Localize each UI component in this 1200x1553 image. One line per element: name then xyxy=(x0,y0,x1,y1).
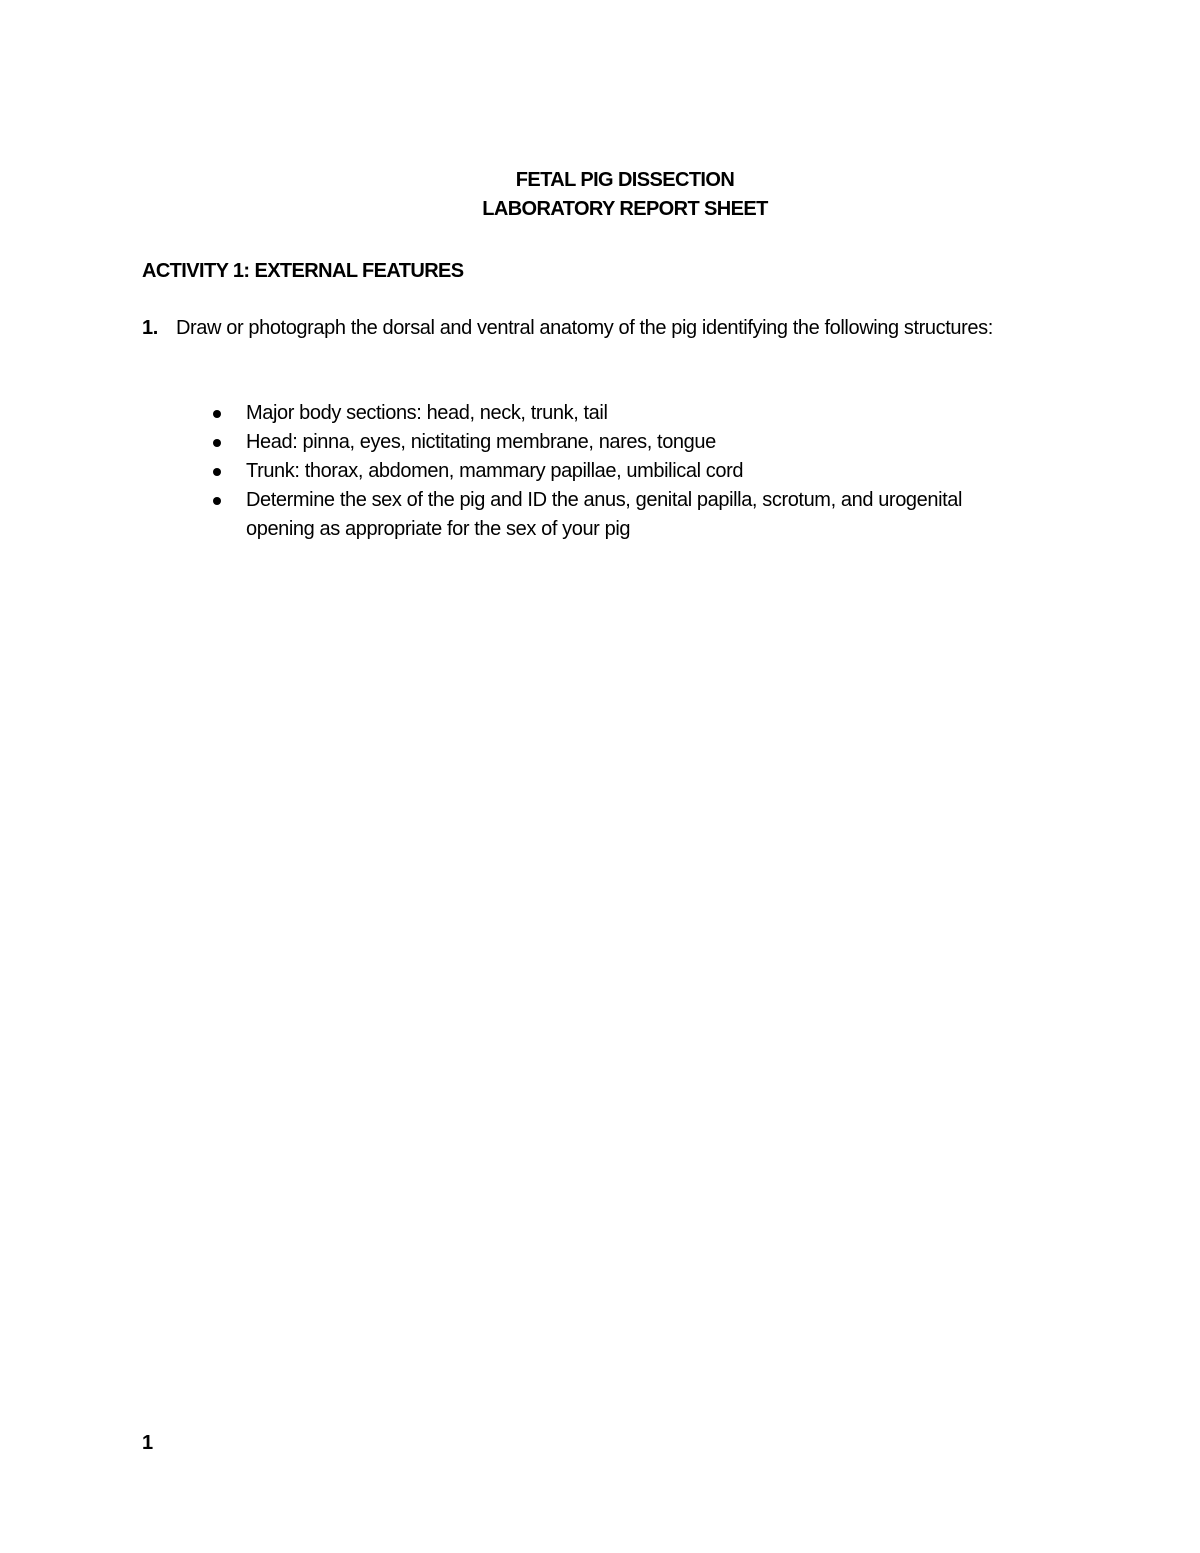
activity-heading: ACTIVITY 1: EXTERNAL FEATURES xyxy=(142,260,464,282)
list-item xyxy=(210,457,1010,486)
title-line-2: LABORATORY REPORT SHEET xyxy=(482,198,768,220)
document-title xyxy=(0,166,1200,224)
page-number: 1 xyxy=(142,1432,154,1454)
list-item xyxy=(210,428,1010,457)
question-text: Draw or photograph the dorsal and ventral anatomy of the pig identifying the following structures: xyxy=(176,317,993,339)
list-item xyxy=(210,486,1010,544)
list-item-text: Determine the sex of the pig and ID the anus, genital papilla, scrotum, and urogenital opening as appropriate for the sex of your pig xyxy=(246,489,963,540)
bullet-icon xyxy=(213,497,221,505)
question-number: 1. xyxy=(142,317,158,339)
bullet-icon xyxy=(213,410,221,418)
question-item xyxy=(142,314,1042,343)
structures-list xyxy=(210,399,1010,544)
list-item-text: Major body sections: head, neck, trunk, tail xyxy=(246,402,608,424)
list-item xyxy=(210,399,1010,428)
title-line-1: FETAL PIG DISSECTION xyxy=(515,169,735,191)
bullet-icon xyxy=(213,468,221,476)
list-item-text: Head: pinna, eyes, nictitating membrane, nares, tongue xyxy=(246,431,716,453)
bullet-icon xyxy=(213,439,221,447)
list-item-text: Trunk: thorax, abdomen, mammary papillae, umbilical cord xyxy=(246,460,744,482)
